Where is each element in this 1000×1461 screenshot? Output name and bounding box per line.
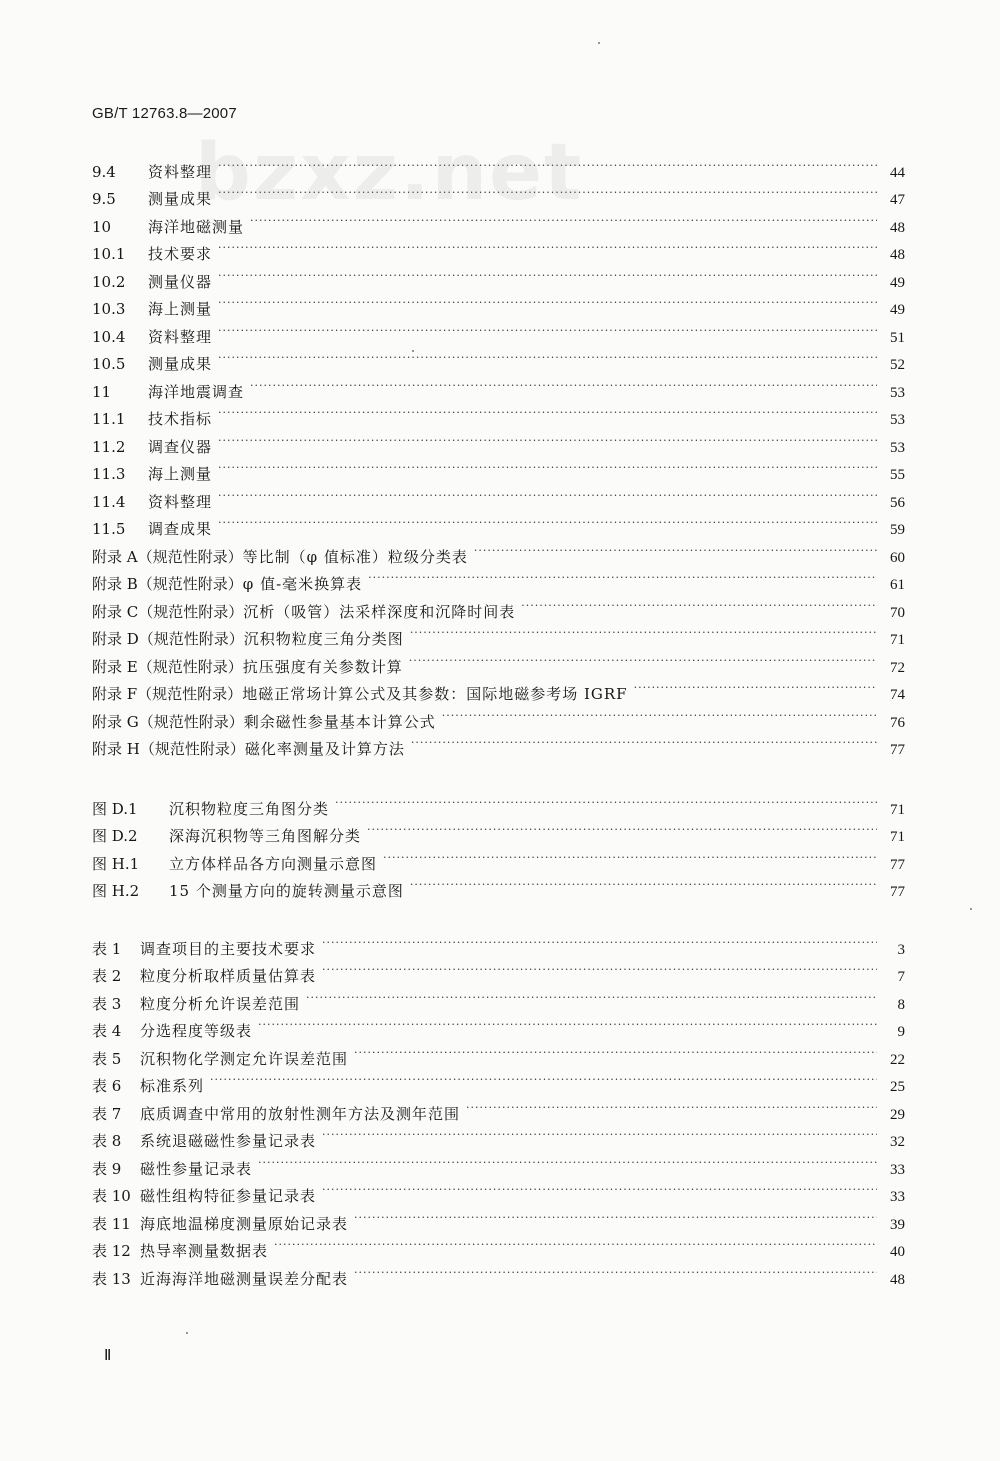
toc-entry-number: 图 D.1 xyxy=(92,799,138,818)
toc-entry-number: 附录 H（规范性附录） xyxy=(92,740,245,758)
toc-entry-title: 海上测量 xyxy=(148,300,213,318)
toc-section-entry[interactable] xyxy=(92,534,905,566)
toc-entry-title: 沉积物化学测定允许误差范围 xyxy=(140,1049,349,1068)
toc-page-number: 53 xyxy=(890,412,905,428)
toc-entry-number: 11 xyxy=(92,382,112,401)
toc-section-entry[interactable] xyxy=(92,507,905,538)
toc-page-number: 76 xyxy=(890,714,905,731)
dot-leader xyxy=(218,232,877,260)
toc-page-number: 40 xyxy=(890,1244,905,1260)
toc-sections xyxy=(92,149,905,758)
toc-page-number: 60 xyxy=(890,549,905,566)
toc-figure-entry[interactable] xyxy=(92,786,905,818)
toc-entry-number: 表 1 xyxy=(92,939,122,958)
toc-page-number: 25 xyxy=(890,1079,905,1095)
dot-leader xyxy=(335,786,877,814)
toc-entry-title: φ 值-毫米换算表 xyxy=(242,575,363,593)
toc-page-number: 33 xyxy=(890,1189,905,1205)
toc-entry-title: 资料整理 xyxy=(148,492,213,511)
toc-page-number: 32 xyxy=(890,1134,905,1150)
dot-leader xyxy=(250,369,877,397)
toc-entry-title: 海洋地磁测量 xyxy=(148,217,245,236)
toc-entry-title: 底质调查中常用的放射性测年方法及测年范围 xyxy=(140,1104,461,1123)
toc-page-number: 71 xyxy=(890,801,905,818)
dot-leader xyxy=(218,507,877,535)
toc-entry-number: 图 H.1 xyxy=(92,854,140,873)
dot-leader xyxy=(442,699,877,727)
toc-entry-number: 11.5 xyxy=(92,520,126,538)
dot-leader xyxy=(218,314,877,342)
toc-entry-title: 测量成果 xyxy=(148,355,213,373)
toc-page-number: 70 xyxy=(890,604,905,621)
toc-entry-number: 9.5 xyxy=(92,190,116,208)
dot-leader xyxy=(354,1036,877,1064)
dot-leader xyxy=(306,981,877,1009)
dot-leader xyxy=(218,177,877,205)
dot-leader xyxy=(410,869,877,897)
toc-entry-title: 粒度分析允许误差范围 xyxy=(140,994,301,1013)
toc-entry-number: 表 13 xyxy=(92,1269,131,1288)
dot-leader xyxy=(218,149,877,177)
toc-page-number: 51 xyxy=(890,329,905,346)
toc-entry-title: 资料整理 xyxy=(148,162,213,181)
toc-page-number: 49 xyxy=(890,302,905,318)
toc-page-number: 59 xyxy=(890,522,905,538)
toc-table-entry[interactable] xyxy=(92,1091,905,1123)
toc-section-entry[interactable] xyxy=(92,259,905,291)
dot-leader xyxy=(258,1146,877,1174)
toc-entry-title: 剩余磁性参量基本计算公式 xyxy=(243,712,436,731)
toc-entry-title: 磁性组构特征参量记录表 xyxy=(140,1187,317,1205)
toc-entry-number: 11.3 xyxy=(92,465,126,483)
toc-page-number: 55 xyxy=(890,467,905,483)
toc-entry-number: 9.4 xyxy=(92,162,116,181)
toc-entry-number: 10.5 xyxy=(92,355,126,373)
toc-entry-title: 测量成果 xyxy=(148,190,213,208)
toc-entry-title: 近海海洋地磁测量误差分配表 xyxy=(140,1269,349,1288)
toc-entry-number: 附录 A（规范性附录） xyxy=(92,547,243,566)
toc-page-number: 77 xyxy=(890,884,905,900)
dot-leader xyxy=(322,954,877,982)
dot-leader xyxy=(474,534,877,562)
toc-entry-number: 10.4 xyxy=(92,327,126,346)
toc-page-number: 9 xyxy=(897,1024,905,1040)
toc-entry-title: 深海沉积物等三角图解分类 xyxy=(169,827,362,845)
dot-leader xyxy=(218,259,877,287)
dot-leader xyxy=(367,814,877,842)
toc-table-entry[interactable] xyxy=(92,926,905,958)
dot-leader xyxy=(466,1091,877,1119)
toc-entry-number: 附录 D（规范性附录） xyxy=(92,630,244,648)
toc-entry-number: 表 2 xyxy=(92,967,122,985)
dot-leader xyxy=(218,342,877,370)
dot-leader xyxy=(210,1064,877,1092)
dot-leader xyxy=(250,204,877,232)
dot-leader xyxy=(410,617,877,645)
toc-entry-title: 技术指标 xyxy=(148,410,213,428)
toc-entry-number: 表 8 xyxy=(92,1132,122,1150)
toc-section-entry[interactable] xyxy=(92,452,905,483)
toc-entry-number: 附录 F（规范性附录） xyxy=(92,685,243,703)
standard-code-header: GB/T 12763.8—2007 xyxy=(92,105,237,122)
toc-section-entry[interactable] xyxy=(92,149,905,181)
toc-entry-title: 热导率测量数据表 xyxy=(140,1242,269,1260)
toc-entry-number: 表 7 xyxy=(92,1104,122,1123)
toc-entry-number: 11.1 xyxy=(92,410,126,428)
page-number-footer: Ⅱ xyxy=(104,1348,112,1364)
toc-section-entry[interactable] xyxy=(92,424,905,456)
toc-entry-title: 磁化率测量及计算方法 xyxy=(244,740,405,758)
dot-leader xyxy=(409,644,877,672)
toc-page-number: 49 xyxy=(890,274,905,291)
toc-entry-title: 海上测量 xyxy=(148,465,213,483)
dot-leader xyxy=(274,1229,877,1257)
toc-entry-title: 海洋地震调查 xyxy=(148,382,245,401)
scan-speck xyxy=(598,42,600,44)
toc-entry-number: 10.3 xyxy=(92,300,126,318)
toc-page-number: 48 xyxy=(890,1271,905,1288)
toc-entry-number: 图 D.2 xyxy=(92,827,138,845)
toc-entry-number: 附录 G（规范性附录） xyxy=(92,712,244,731)
toc-entry-title: 系统退磁磁性参量记录表 xyxy=(140,1132,317,1150)
toc-page-number: 8 xyxy=(897,996,905,1013)
toc-entry-title: 等比制（φ 值标准）粒级分类表 xyxy=(242,547,468,566)
toc-page-number: 56 xyxy=(890,494,905,511)
watermark: bzxz.net xyxy=(195,128,584,218)
dot-leader xyxy=(218,397,877,425)
dot-leader xyxy=(218,479,877,507)
dot-leader xyxy=(258,1009,877,1037)
toc-page-number: 74 xyxy=(890,687,905,703)
toc-entry-title: 调查成果 xyxy=(148,520,213,538)
toc-page-number: 52 xyxy=(890,357,905,373)
dot-leader xyxy=(322,1119,877,1147)
dot-leader xyxy=(383,841,877,869)
toc-entry-title: 海底地温梯度测量原始记录表 xyxy=(140,1214,349,1233)
toc-section-entry[interactable] xyxy=(92,479,905,511)
toc-entry-title: 沉积物粒度三角分类图 xyxy=(243,630,404,648)
toc-figures xyxy=(92,786,905,900)
toc-entry-number: 附录 E（规范性附录） xyxy=(92,657,243,676)
toc-entry-number: 11.2 xyxy=(92,437,126,456)
toc-entry-number: 附录 C（规范性附录） xyxy=(92,602,244,621)
toc-page-number: 22 xyxy=(890,1051,905,1068)
toc-entry-number: 10 xyxy=(92,217,112,236)
toc-page-number: 29 xyxy=(890,1106,905,1123)
toc-tables xyxy=(92,926,905,1288)
toc-entry-number: 表 4 xyxy=(92,1022,122,1040)
toc-page-number: 53 xyxy=(890,384,905,401)
toc-table-entry[interactable] xyxy=(92,1064,905,1095)
toc-entry-title: 粒度分析取样质量估算表 xyxy=(140,967,317,985)
toc-entry-title: 技术要求 xyxy=(148,245,213,263)
toc-entry-title: 标准系列 xyxy=(140,1077,205,1095)
toc-page-number: 33 xyxy=(890,1161,905,1178)
dot-leader xyxy=(411,727,877,755)
toc-entry-number: 表 3 xyxy=(92,994,122,1013)
toc-page-number: 39 xyxy=(890,1216,905,1233)
toc-entry-number: 10.2 xyxy=(92,272,126,291)
dot-leader xyxy=(634,672,877,700)
toc-entry-number: 表 6 xyxy=(92,1077,122,1095)
toc-entry-title: 立方体样品各方向测量示意图 xyxy=(169,854,378,873)
dot-leader xyxy=(354,1201,877,1229)
toc-page-number: 3 xyxy=(897,941,905,958)
toc-entry-number: 附录 B（规范性附录） xyxy=(92,575,243,593)
dot-leader xyxy=(322,1174,877,1202)
dot-leader xyxy=(218,452,877,480)
toc-entry-number: 表 5 xyxy=(92,1049,122,1068)
toc-page-number: 48 xyxy=(890,219,905,236)
toc-entry-title: 磁性参量记录表 xyxy=(140,1159,253,1178)
toc-page-number: 7 xyxy=(897,969,905,985)
toc-section-entry[interactable] xyxy=(92,314,905,346)
toc-page-number: 77 xyxy=(890,856,905,873)
toc-entry-number: 表 12 xyxy=(92,1242,131,1260)
dot-leader xyxy=(354,1256,877,1284)
toc-entry-title: 测量仪器 xyxy=(148,272,213,291)
toc-page-number: 53 xyxy=(890,439,905,456)
toc-page-number: 71 xyxy=(890,632,905,648)
toc-page-number: 47 xyxy=(890,192,905,208)
toc-entry-title: 沉析（吸管）法采样深度和沉降时间表 xyxy=(243,602,516,621)
toc-section-entry[interactable] xyxy=(92,342,905,373)
toc-page-number: 77 xyxy=(890,742,905,758)
toc-entry-title: 沉积物粒度三角图分类 xyxy=(169,799,330,818)
toc-page-number: 44 xyxy=(890,164,905,181)
toc-entry-number: 表 11 xyxy=(92,1214,131,1233)
toc-entry-title: 分选程度等级表 xyxy=(140,1022,253,1040)
toc-entry-title: 抗压强度有关参数计算 xyxy=(242,657,403,676)
toc-entry-number: 10.1 xyxy=(92,245,126,263)
toc-section-entry[interactable] xyxy=(92,177,905,208)
scan-speck xyxy=(970,908,972,910)
toc-entry-title: 调查仪器 xyxy=(148,437,213,456)
toc-entry-number: 11.4 xyxy=(92,492,126,511)
dot-leader xyxy=(521,589,877,617)
dot-leader xyxy=(218,424,877,452)
scan-speck xyxy=(412,350,414,352)
scan-speck xyxy=(186,1332,188,1334)
toc-entry-number: 图 H.2 xyxy=(92,882,140,900)
toc-page-number: 61 xyxy=(890,577,905,593)
toc-section-entry[interactable] xyxy=(92,204,905,236)
toc-entry-title: 调查项目的主要技术要求 xyxy=(140,939,317,958)
toc-page-number: 71 xyxy=(890,829,905,845)
dot-leader xyxy=(322,926,877,954)
toc-entry-title: 资料整理 xyxy=(148,327,213,346)
dot-leader xyxy=(218,287,877,315)
toc-page-number: 72 xyxy=(890,659,905,676)
toc-entry-number: 表 9 xyxy=(92,1159,122,1178)
dot-leader xyxy=(368,562,877,590)
toc-section-entry[interactable] xyxy=(92,287,905,318)
toc-entry-number: 表 10 xyxy=(92,1187,131,1205)
toc-section-entry[interactable] xyxy=(92,369,905,401)
toc-page-number: 48 xyxy=(890,247,905,263)
toc-entry-title: 15 个测量方向的旋转测量示意图 xyxy=(169,882,404,900)
toc-entry-title: 地磁正常场计算公式及其参数：国际地磁参考场 IGRF xyxy=(242,685,628,703)
